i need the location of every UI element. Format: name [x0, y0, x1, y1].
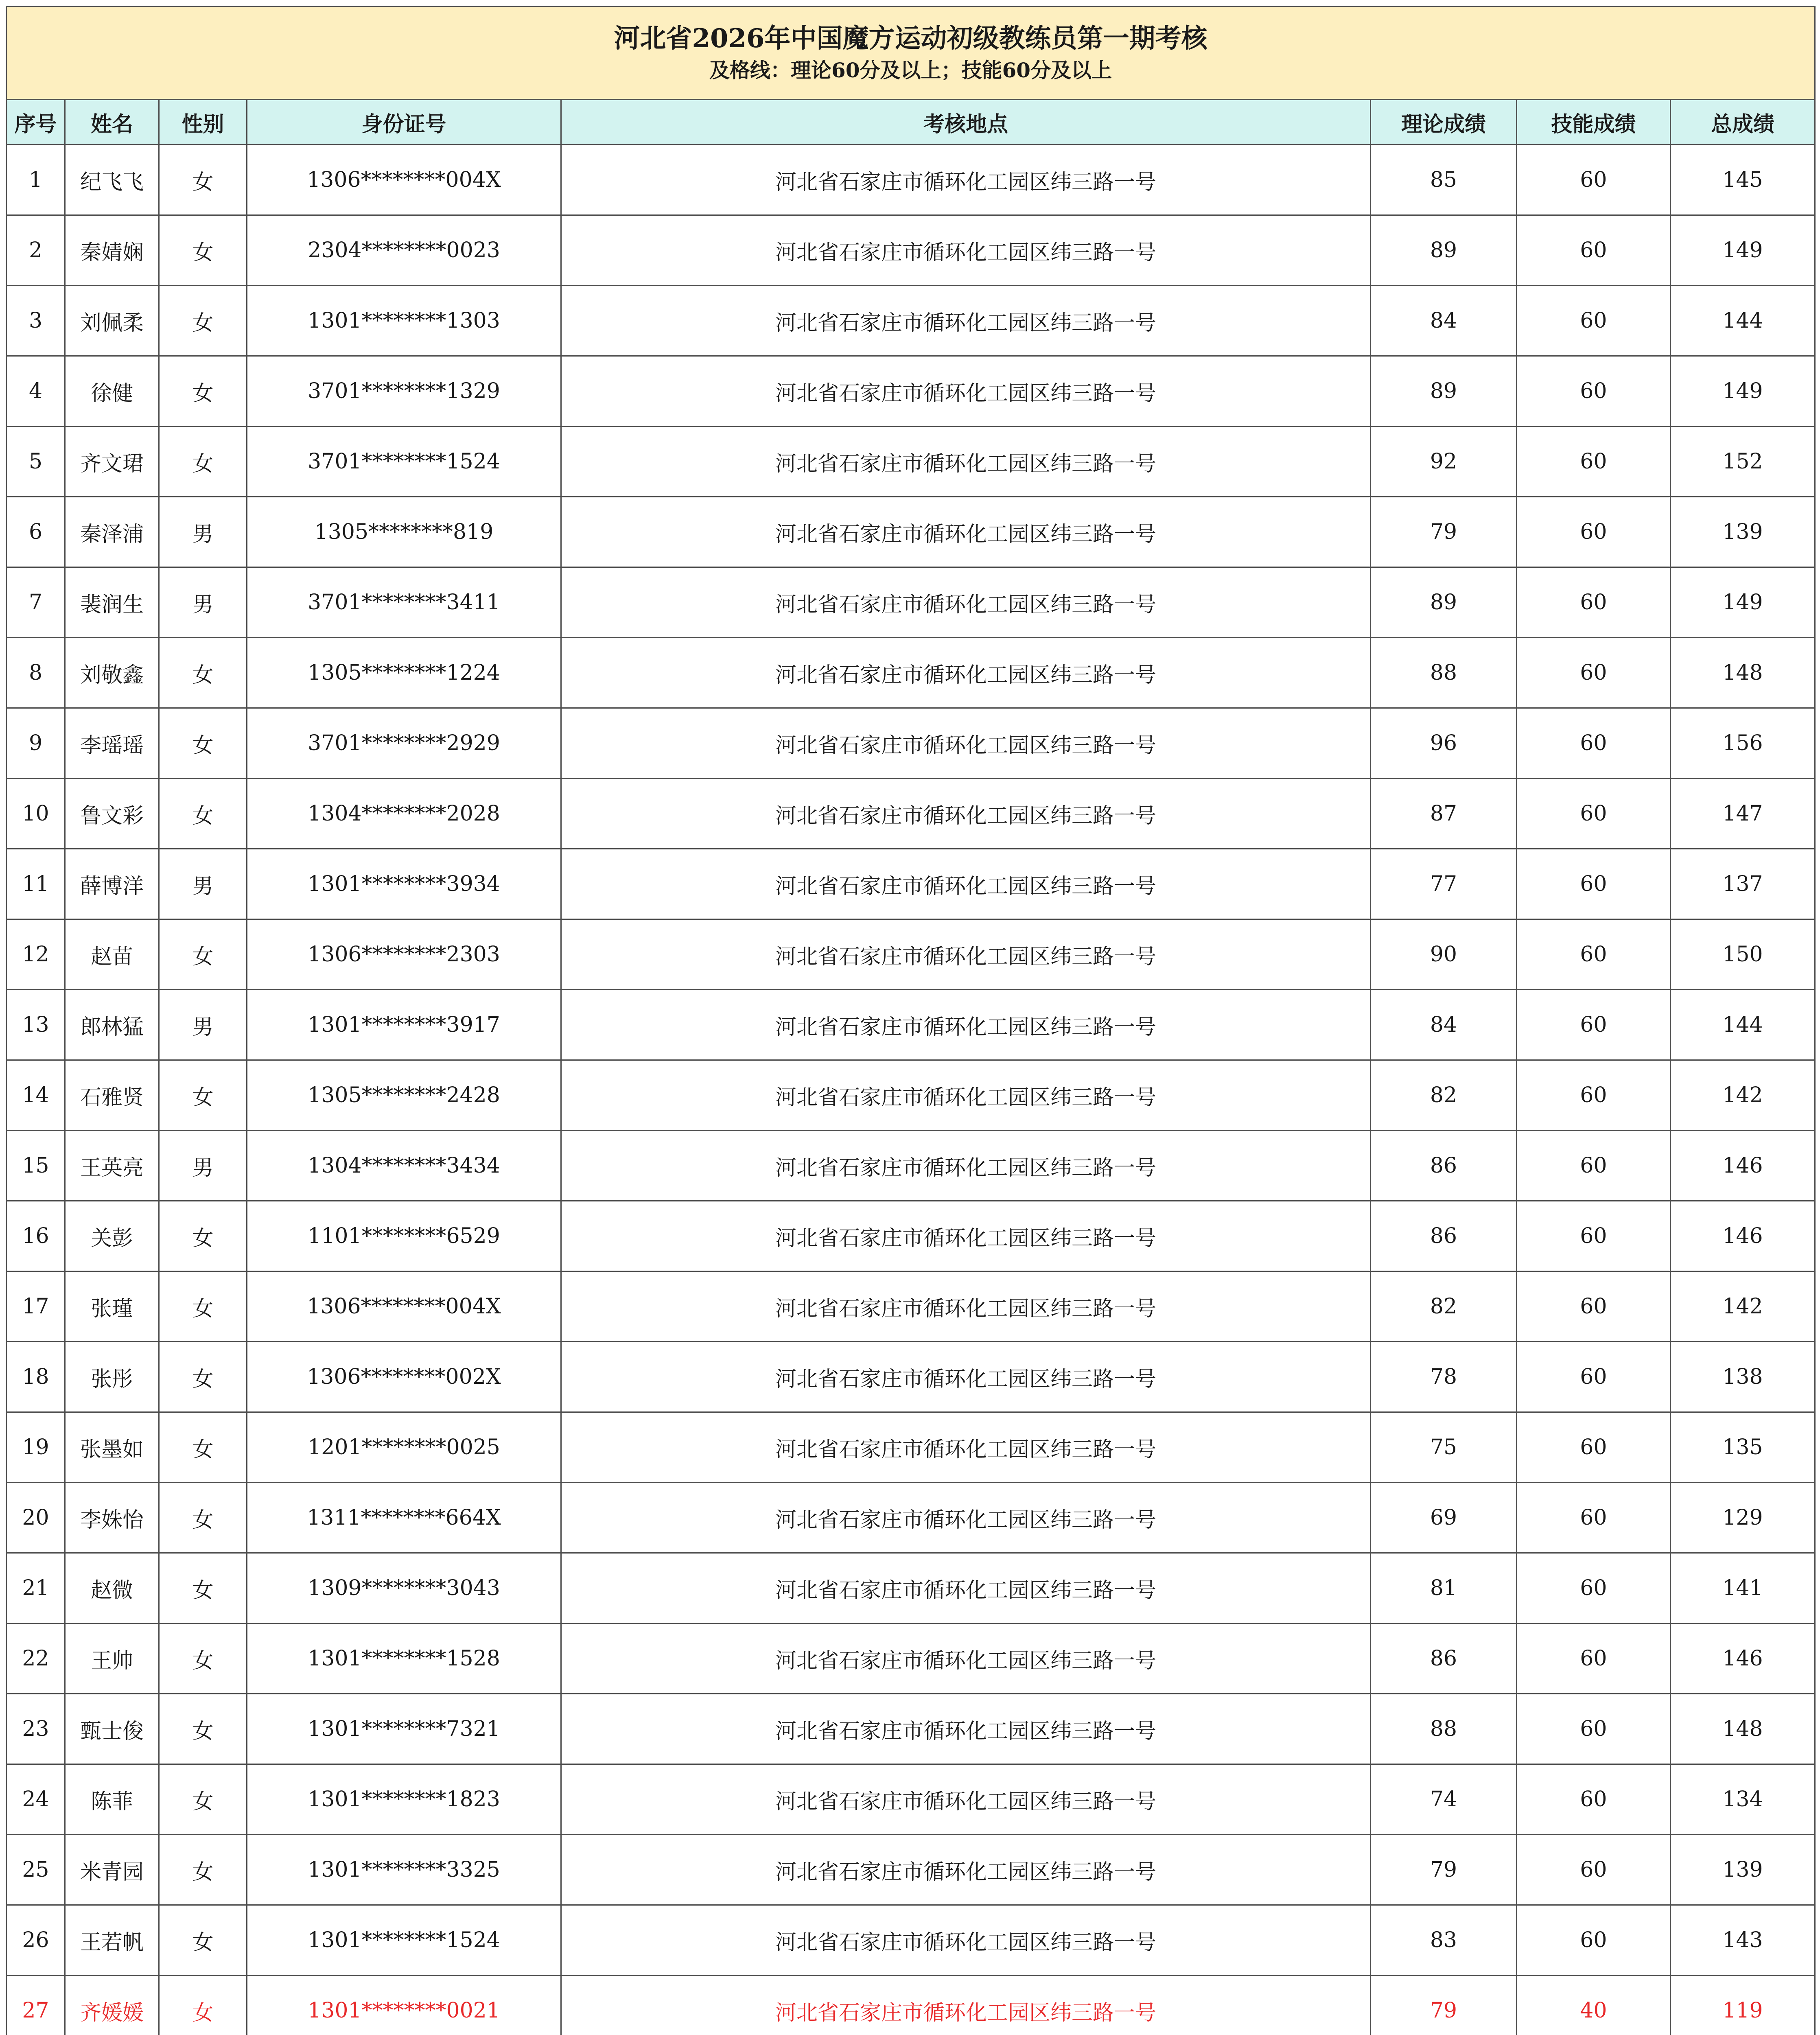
- cell-gender: 女: [159, 1201, 247, 1271]
- cell-theory-score: 79: [1371, 497, 1517, 567]
- cell-location: 河北省石家庄市循环化工园区纬三路一号: [561, 990, 1371, 1060]
- cell-id-number: 1301********3325: [247, 1835, 561, 1905]
- table-row: [7, 849, 1815, 919]
- cell-name: 秦婧娴: [65, 215, 159, 286]
- cell-total-score: 139: [1671, 497, 1815, 567]
- cell-id-number: 3701********3411: [247, 567, 561, 638]
- cell-name: 王帅: [65, 1624, 159, 1694]
- cell-id-number: 1301********1524: [247, 1905, 561, 1976]
- cell-gender: 男: [159, 849, 247, 919]
- table-row: [7, 215, 1815, 286]
- score-sheet: [6, 6, 1814, 2035]
- cell-number: 22: [7, 1624, 65, 1694]
- cell-number: 23: [7, 1694, 65, 1764]
- cell-location: 河北省石家庄市循环化工园区纬三路一号: [561, 1976, 1371, 2035]
- cell-id-number: 1101********6529: [247, 1201, 561, 1271]
- cell-theory-score: 90: [1371, 919, 1517, 990]
- cell-name: 郎林猛: [65, 990, 159, 1060]
- cell-total-score: 144: [1671, 990, 1815, 1060]
- cell-name: 刘敬鑫: [65, 638, 159, 708]
- cell-skill-score: 60: [1517, 497, 1671, 567]
- cell-total-score: 147: [1671, 779, 1815, 849]
- cell-number: 8: [7, 638, 65, 708]
- cell-total-score: 148: [1671, 638, 1815, 708]
- cell-gender: 女: [159, 145, 247, 215]
- cell-skill-score: 60: [1517, 1694, 1671, 1764]
- cell-skill-score: 60: [1517, 356, 1671, 427]
- cell-theory-score: 85: [1371, 145, 1517, 215]
- cell-gender: 女: [159, 427, 247, 497]
- table-row: [7, 779, 1815, 849]
- cell-location: 河北省石家庄市循环化工园区纬三路一号: [561, 1271, 1371, 1342]
- cell-theory-score: 79: [1371, 1976, 1517, 2035]
- cell-skill-score: 60: [1517, 286, 1671, 356]
- cell-number: 5: [7, 427, 65, 497]
- cell-location: 河北省石家庄市循环化工园区纬三路一号: [561, 427, 1371, 497]
- table-row: [7, 1905, 1815, 1976]
- cell-name: 张瑾: [65, 1271, 159, 1342]
- cell-gender: 女: [159, 1694, 247, 1764]
- cell-location: 河北省石家庄市循环化工园区纬三路一号: [561, 1483, 1371, 1553]
- cell-gender: 女: [159, 708, 247, 779]
- cell-total-score: 137: [1671, 849, 1815, 919]
- cell-name: 齐文珺: [65, 427, 159, 497]
- cell-location: 河北省石家庄市循环化工园区纬三路一号: [561, 497, 1371, 567]
- cell-skill-score: 60: [1517, 1131, 1671, 1201]
- table-row: [7, 567, 1815, 638]
- cell-name: 齐媛媛: [65, 1976, 159, 2035]
- col-header-skill: 技能成绩: [1517, 100, 1671, 145]
- table-row: [7, 497, 1815, 567]
- cell-number: 16: [7, 1201, 65, 1271]
- cell-total-score: 143: [1671, 1905, 1815, 1976]
- title-banner: [7, 7, 1815, 100]
- table-row: [7, 1553, 1815, 1624]
- column-header-row: [7, 100, 1815, 145]
- cell-number: 13: [7, 990, 65, 1060]
- cell-location: 河北省石家庄市循环化工园区纬三路一号: [561, 1412, 1371, 1483]
- cell-skill-score: 60: [1517, 1835, 1671, 1905]
- table-row: [7, 356, 1815, 427]
- cell-number: 12: [7, 919, 65, 990]
- table-row: [7, 990, 1815, 1060]
- cell-gender: 男: [159, 567, 247, 638]
- table-row: [7, 708, 1815, 779]
- cell-gender: 女: [159, 1624, 247, 1694]
- cell-total-score: 119: [1671, 1976, 1815, 2035]
- cell-number: 2: [7, 215, 65, 286]
- cell-id-number: 1301********1823: [247, 1764, 561, 1835]
- cell-number: 19: [7, 1412, 65, 1483]
- cell-id-number: 1201********0025: [247, 1412, 561, 1483]
- cell-skill-score: 60: [1517, 215, 1671, 286]
- col-header-id: 身份证号: [247, 100, 561, 145]
- table-row: [7, 1764, 1815, 1835]
- cell-number: 7: [7, 567, 65, 638]
- cell-id-number: 1305********1224: [247, 638, 561, 708]
- table-row: [7, 1835, 1815, 1905]
- cell-location: 河北省石家庄市循环化工园区纬三路一号: [561, 286, 1371, 356]
- cell-location: 河北省石家庄市循环化工园区纬三路一号: [561, 1201, 1371, 1271]
- cell-total-score: 135: [1671, 1412, 1815, 1483]
- cell-skill-score: 60: [1517, 1624, 1671, 1694]
- cell-gender: 女: [159, 1553, 247, 1624]
- cell-number: 18: [7, 1342, 65, 1412]
- cell-skill-score: 60: [1517, 1412, 1671, 1483]
- cell-location: 河北省石家庄市循环化工园区纬三路一号: [561, 1835, 1371, 1905]
- cell-name: 赵苗: [65, 919, 159, 990]
- cell-gender: 女: [159, 779, 247, 849]
- table-body: [7, 145, 1815, 2035]
- cell-name: 王若帆: [65, 1905, 159, 1976]
- cell-gender: 女: [159, 1412, 247, 1483]
- cell-total-score: 142: [1671, 1271, 1815, 1342]
- cell-theory-score: 83: [1371, 1905, 1517, 1976]
- cell-skill-score: 40: [1517, 1976, 1671, 2035]
- cell-theory-score: 82: [1371, 1271, 1517, 1342]
- cell-gender: 男: [159, 990, 247, 1060]
- cell-total-score: 146: [1671, 1131, 1815, 1201]
- cell-number: 3: [7, 286, 65, 356]
- cell-id-number: 1304********2028: [247, 779, 561, 849]
- cell-number: 27: [7, 1976, 65, 2035]
- cell-total-score: 150: [1671, 919, 1815, 990]
- cell-location: 河北省石家庄市循环化工园区纬三路一号: [561, 1764, 1371, 1835]
- cell-location: 河北省石家庄市循环化工园区纬三路一号: [561, 1624, 1371, 1694]
- cell-theory-score: 96: [1371, 708, 1517, 779]
- cell-name: 刘佩柔: [65, 286, 159, 356]
- cell-total-score: 152: [1671, 427, 1815, 497]
- cell-id-number: 1311********664X: [247, 1483, 561, 1553]
- cell-gender: 女: [159, 638, 247, 708]
- cell-theory-score: 86: [1371, 1624, 1517, 1694]
- cell-gender: 女: [159, 1060, 247, 1131]
- cell-name: 赵微: [65, 1553, 159, 1624]
- cell-location: 河北省石家庄市循环化工园区纬三路一号: [561, 215, 1371, 286]
- cell-name: 米青园: [65, 1835, 159, 1905]
- cell-location: 河北省石家庄市循环化工园区纬三路一号: [561, 1131, 1371, 1201]
- cell-total-score: 141: [1671, 1553, 1815, 1624]
- cell-theory-score: 89: [1371, 215, 1517, 286]
- cell-id-number: 3701********2929: [247, 708, 561, 779]
- cell-name: 张墨如: [65, 1412, 159, 1483]
- cell-gender: 女: [159, 1271, 247, 1342]
- cell-skill-score: 60: [1517, 427, 1671, 497]
- cell-name: 张彤: [65, 1342, 159, 1412]
- col-header-theory: 理论成绩: [1371, 100, 1517, 145]
- cell-skill-score: 60: [1517, 1060, 1671, 1131]
- cell-name: 石雅贤: [65, 1060, 159, 1131]
- cell-name: 陈菲: [65, 1764, 159, 1835]
- cell-id-number: 1301********7321: [247, 1694, 561, 1764]
- table-row: [7, 1976, 1815, 2035]
- cell-total-score: 148: [1671, 1694, 1815, 1764]
- cell-gender: 男: [159, 1131, 247, 1201]
- cell-location: 河北省石家庄市循环化工园区纬三路一号: [561, 638, 1371, 708]
- cell-id-number: 1301********1528: [247, 1624, 561, 1694]
- cell-number: 6: [7, 497, 65, 567]
- cell-id-number: 1306********002X: [247, 1342, 561, 1412]
- table-row: [7, 1060, 1815, 1131]
- cell-gender: 女: [159, 919, 247, 990]
- cell-total-score: 144: [1671, 286, 1815, 356]
- cell-number: 24: [7, 1764, 65, 1835]
- cell-id-number: 1306********004X: [247, 145, 561, 215]
- cell-name: 甄士俊: [65, 1694, 159, 1764]
- cell-gender: 女: [159, 356, 247, 427]
- cell-gender: 女: [159, 1342, 247, 1412]
- cell-total-score: 138: [1671, 1342, 1815, 1412]
- cell-id-number: 3701********1524: [247, 427, 561, 497]
- cell-theory-score: 75: [1371, 1412, 1517, 1483]
- cell-gender: 女: [159, 1483, 247, 1553]
- cell-location: 河北省石家庄市循环化工园区纬三路一号: [561, 849, 1371, 919]
- cell-location: 河北省石家庄市循环化工园区纬三路一号: [561, 145, 1371, 215]
- cell-name: 王英亮: [65, 1131, 159, 1201]
- cell-total-score: 139: [1671, 1835, 1815, 1905]
- cell-number: 20: [7, 1483, 65, 1553]
- table-row: [7, 145, 1815, 215]
- cell-theory-score: 77: [1371, 849, 1517, 919]
- cell-id-number: 1309********3043: [247, 1553, 561, 1624]
- cell-number: 15: [7, 1131, 65, 1201]
- cell-theory-score: 88: [1371, 1694, 1517, 1764]
- table-row: [7, 1201, 1815, 1271]
- cell-skill-score: 60: [1517, 1271, 1671, 1342]
- cell-gender: 女: [159, 1976, 247, 2035]
- cell-theory-score: 81: [1371, 1553, 1517, 1624]
- cell-id-number: 1304********3434: [247, 1131, 561, 1201]
- cell-skill-score: 60: [1517, 849, 1671, 919]
- cell-number: 4: [7, 356, 65, 427]
- cell-total-score: 129: [1671, 1483, 1815, 1553]
- cell-theory-score: 86: [1371, 1131, 1517, 1201]
- cell-theory-score: 87: [1371, 779, 1517, 849]
- cell-id-number: 2304********0023: [247, 215, 561, 286]
- cell-gender: 男: [159, 497, 247, 567]
- table-row: [7, 1624, 1815, 1694]
- cell-id-number: 1306********2303: [247, 919, 561, 990]
- cell-theory-score: 88: [1371, 638, 1517, 708]
- cell-number: 11: [7, 849, 65, 919]
- cell-total-score: 149: [1671, 567, 1815, 638]
- table-row: [7, 1271, 1815, 1342]
- table-row: [7, 638, 1815, 708]
- cell-name: 李瑶瑶: [65, 708, 159, 779]
- cell-name: 裴润生: [65, 567, 159, 638]
- col-header-name: 姓名: [65, 100, 159, 145]
- cell-theory-score: 89: [1371, 567, 1517, 638]
- cell-theory-score: 82: [1371, 1060, 1517, 1131]
- cell-number: 9: [7, 708, 65, 779]
- cell-skill-score: 60: [1517, 708, 1671, 779]
- cell-gender: 女: [159, 1764, 247, 1835]
- cell-name: 鲁文彩: [65, 779, 159, 849]
- cell-name: 薛博洋: [65, 849, 159, 919]
- cell-name: 李姝怡: [65, 1483, 159, 1553]
- cell-number: 17: [7, 1271, 65, 1342]
- sheet-title: 河北省2026年中国魔方运动初级教练员第一期考核: [614, 23, 1208, 54]
- cell-skill-score: 60: [1517, 567, 1671, 638]
- exam-results-table: [6, 6, 1816, 2035]
- cell-skill-score: 60: [1517, 145, 1671, 215]
- cell-gender: 女: [159, 215, 247, 286]
- cell-id-number: 1301********1303: [247, 286, 561, 356]
- cell-number: 25: [7, 1835, 65, 1905]
- cell-skill-score: 60: [1517, 990, 1671, 1060]
- cell-name: 关彭: [65, 1201, 159, 1271]
- cell-total-score: 142: [1671, 1060, 1815, 1131]
- cell-theory-score: 78: [1371, 1342, 1517, 1412]
- cell-location: 河北省石家庄市循环化工园区纬三路一号: [561, 779, 1371, 849]
- cell-location: 河北省石家庄市循环化工园区纬三路一号: [561, 1060, 1371, 1131]
- cell-theory-score: 84: [1371, 990, 1517, 1060]
- cell-gender: 女: [159, 1835, 247, 1905]
- cell-location: 河北省石家庄市循环化工园区纬三路一号: [561, 1553, 1371, 1624]
- cell-total-score: 145: [1671, 145, 1815, 215]
- cell-skill-score: 60: [1517, 1483, 1671, 1553]
- cell-skill-score: 60: [1517, 1553, 1671, 1624]
- cell-location: 河北省石家庄市循环化工园区纬三路一号: [561, 1905, 1371, 1976]
- cell-name: 秦泽浦: [65, 497, 159, 567]
- col-header-total: 总成绩: [1671, 100, 1815, 145]
- cell-skill-score: 60: [1517, 1201, 1671, 1271]
- table-row: [7, 1342, 1815, 1412]
- cell-location: 河北省石家庄市循环化工园区纬三路一号: [561, 708, 1371, 779]
- cell-total-score: 134: [1671, 1764, 1815, 1835]
- cell-skill-score: 60: [1517, 779, 1671, 849]
- cell-total-score: 156: [1671, 708, 1815, 779]
- cell-name: 徐健: [65, 356, 159, 427]
- cell-id-number: 1301********0021: [247, 1976, 561, 2035]
- cell-skill-score: 60: [1517, 1764, 1671, 1835]
- cell-id-number: 1305********819: [247, 497, 561, 567]
- cell-total-score: 149: [1671, 356, 1815, 427]
- table-row: [7, 427, 1815, 497]
- cell-number: 26: [7, 1905, 65, 1976]
- cell-skill-score: 60: [1517, 1342, 1671, 1412]
- cell-theory-score: 92: [1371, 427, 1517, 497]
- cell-location: 河北省石家庄市循环化工园区纬三路一号: [561, 356, 1371, 427]
- cell-name: 纪飞飞: [65, 145, 159, 215]
- cell-location: 河北省石家庄市循环化工园区纬三路一号: [561, 567, 1371, 638]
- cell-theory-score: 89: [1371, 356, 1517, 427]
- cell-gender: 女: [159, 1905, 247, 1976]
- col-header-location: 考核地点: [561, 100, 1371, 145]
- cell-number: 14: [7, 1060, 65, 1131]
- cell-theory-score: 74: [1371, 1764, 1517, 1835]
- cell-id-number: 1305********2428: [247, 1060, 561, 1131]
- cell-gender: 女: [159, 286, 247, 356]
- cell-id-number: 1301********3934: [247, 849, 561, 919]
- cell-number: 10: [7, 779, 65, 849]
- table-row: [7, 1483, 1815, 1553]
- cell-skill-score: 60: [1517, 638, 1671, 708]
- cell-id-number: 3701********1329: [247, 356, 561, 427]
- table-row: [7, 1131, 1815, 1201]
- cell-number: 1: [7, 145, 65, 215]
- table-row: [7, 919, 1815, 990]
- cell-location: 河北省石家庄市循环化工园区纬三路一号: [561, 919, 1371, 990]
- cell-theory-score: 79: [1371, 1835, 1517, 1905]
- col-header-gender: 性别: [159, 100, 247, 145]
- cell-skill-score: 60: [1517, 919, 1671, 990]
- cell-total-score: 146: [1671, 1624, 1815, 1694]
- table-row: [7, 1694, 1815, 1764]
- cell-id-number: 1306********004X: [247, 1271, 561, 1342]
- cell-total-score: 149: [1671, 215, 1815, 286]
- pass-line-note: 及格线：理论60分及以上；技能60分及以上: [709, 58, 1112, 82]
- cell-total-score: 146: [1671, 1201, 1815, 1271]
- table-row: [7, 1412, 1815, 1483]
- cell-skill-score: 60: [1517, 1905, 1671, 1976]
- cell-id-number: 1301********3917: [247, 990, 561, 1060]
- col-header-number: 序号: [7, 100, 65, 145]
- cell-location: 河北省石家庄市循环化工园区纬三路一号: [561, 1342, 1371, 1412]
- table-row: [7, 286, 1815, 356]
- cell-location: 河北省石家庄市循环化工园区纬三路一号: [561, 1694, 1371, 1764]
- cell-theory-score: 69: [1371, 1483, 1517, 1553]
- cell-theory-score: 86: [1371, 1201, 1517, 1271]
- cell-number: 21: [7, 1553, 65, 1624]
- cell-theory-score: 84: [1371, 286, 1517, 356]
